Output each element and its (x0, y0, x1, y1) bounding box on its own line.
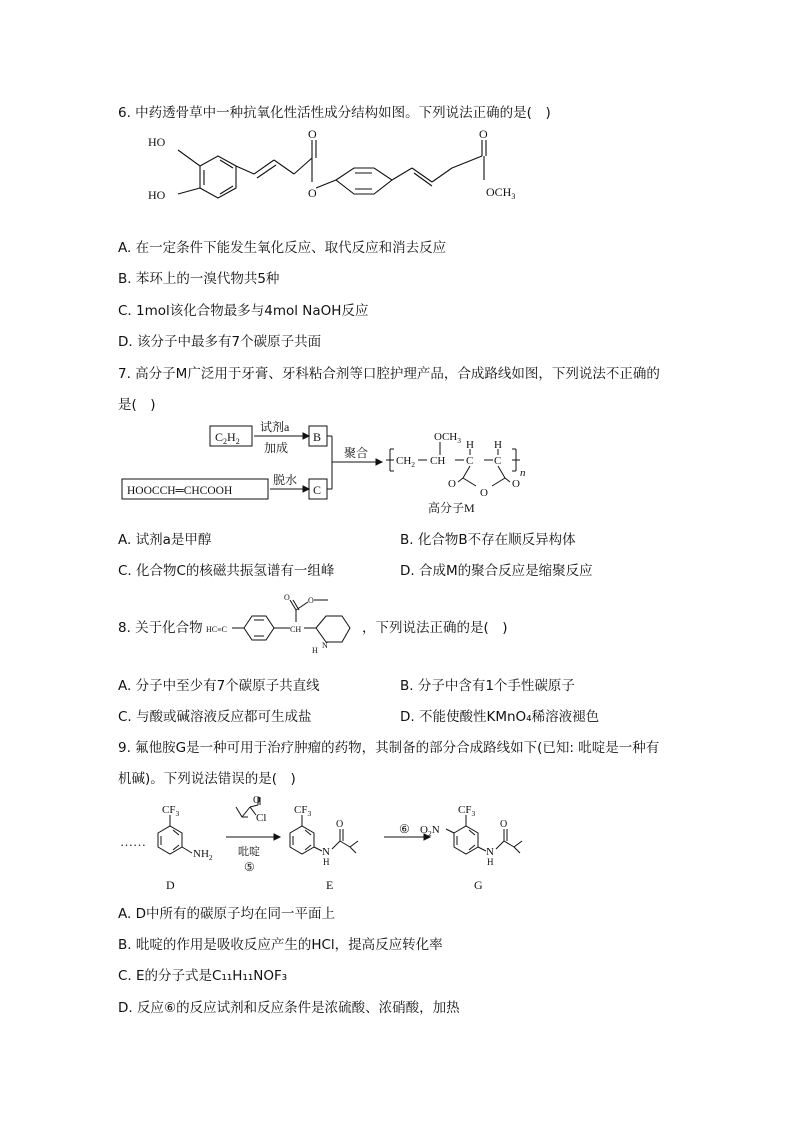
q6-o-ketone2: O (479, 127, 488, 141)
q8-option-d: D. 不能使酸性KMnO₄稀溶液褪色 (400, 709, 600, 725)
q9-option-a: A. D中所有的碳原子均在同一平面上 (118, 906, 335, 922)
q7-o-left: O (448, 478, 456, 490)
q9-stem-line2: 机碱)。下列说法错误的是( ) (118, 771, 296, 787)
q7-option-c: C. 化合物C的核磁共振氢谱有一组峰 (118, 563, 335, 579)
q8-o-carbonyl: O (284, 593, 290, 602)
q6-option-a: A. 在一定条件下能发生氧化反应、取代反应和消去反应 (118, 240, 447, 256)
q9-e-o: O (336, 819, 344, 830)
q9-e-cf3: $CF_3$ (294, 804, 312, 818)
q8-stem-post: ，下列说法正确的是( ) (362, 620, 508, 636)
q8-hcc: HC≡C (206, 625, 227, 634)
q9-e-n: N (322, 846, 330, 858)
q9-reagent-o: O (253, 795, 261, 806)
q7-c1: C (466, 455, 474, 467)
q9-option-b: B. 吡啶的作用是吸收反应产生的HCl，提高反应转化率 (118, 937, 443, 953)
q9-option-d: D. 反应⑥的反应试剂和反应条件是浓硫酸、浓硝酸，加热 (118, 1000, 460, 1016)
q8-o-ester: O (308, 596, 314, 605)
q6-och3: $OCH_3$ (486, 185, 516, 201)
q7-scheme (118, 418, 548, 518)
q7-dehydrate-label: 脱水 (273, 473, 298, 487)
q8-structure (206, 590, 366, 658)
q7-c2: C (494, 455, 502, 467)
q7-reagent-label: 试剂a (260, 420, 290, 434)
q6-option-b: B. 苯环上的一溴代物共5种 (118, 271, 280, 287)
q7-och3: $OCH_3$ (434, 431, 461, 445)
q9-label-d: D (166, 878, 175, 892)
q7-compound-c: C (313, 483, 322, 497)
q8-option-c: C. 与酸或碱溶液反应都可生成盐 (118, 709, 312, 725)
q6-o-ester: O (308, 186, 317, 200)
q7-o-right: O (512, 478, 520, 490)
q9-g-cf3: $CF_3$ (458, 804, 476, 818)
q6-structure (140, 128, 540, 223)
q9-scheme (118, 795, 548, 897)
q7-compound-b: B (313, 430, 322, 444)
q8-h: H (312, 646, 318, 655)
q8-stem-pre: 8. 关于化合物 (118, 620, 203, 636)
q6-stem: 6. 中药透骨草中一种抗氧化性活性成分结构如图。下列说法正确的是( ) (118, 105, 551, 121)
q8-option-b: B. 分子中含有1个手性碳原子 (400, 678, 575, 694)
q9-reagent-cl: Cl (256, 812, 267, 824)
q7-polymer-label: 高分子M (428, 501, 475, 515)
q7-option-a: A. 试剂a是甲醇 (118, 532, 212, 548)
q9-pyridine-label: 吡啶 (238, 846, 260, 858)
q7-polymerize-label: 聚合 (344, 446, 369, 460)
q7-option-d: D. 合成M的聚合反应是缩聚反应 (400, 563, 593, 579)
q9-step6: ⑥ (399, 822, 410, 836)
q8-ch: CH (290, 625, 302, 634)
q9-g-o2n: $O_2N$ (420, 824, 440, 838)
q6-option-d: D. 该分子中最多有7个碳原子共面 (118, 334, 322, 350)
q7-h2: H (494, 439, 502, 451)
q9-d-cf3: $CF_3$ (162, 804, 180, 818)
q7-h1: H (466, 439, 474, 451)
q7-addition-label: 加成 (264, 441, 289, 455)
q9-step5: ⑤ (244, 860, 255, 874)
q9-dots: …… (120, 834, 146, 849)
q9-label-e: E (326, 878, 334, 892)
q7-c2h2: $C_2H_2$ (215, 430, 240, 446)
q8-n: N (322, 641, 328, 650)
q9-g-h: H (487, 857, 494, 867)
q7-acid: HOOCCH═CHCOOH (127, 485, 233, 497)
q6-ho-top: HO (148, 135, 166, 149)
q6-ho-bottom: HO (148, 188, 166, 202)
q9-stem-line1: 9. 氟他胺G是一种可用于治疗肿瘤的药物，其制备的部分合成路线如下(已知: 吡啶是一种有 (118, 740, 660, 756)
q8-option-a: A. 分子中至少有7个碳原子共直线 (118, 678, 320, 694)
q7-option-b: B. 化合物B不存在顺反异构体 (400, 532, 576, 548)
q7-stem-line2: 是( ) (118, 397, 156, 413)
q7-n-subscript: n (520, 467, 526, 479)
q9-d-nh2: $NH_2$ (193, 848, 213, 862)
q6-option-c: C. 1mol该化合物最多与4mol NaOH反应 (118, 303, 369, 319)
q7-stem-line1: 7. 高分子M广泛用于牙膏、牙科粘合剂等口腔护理产品，合成路线如图，下列说法不正确的 (118, 366, 660, 382)
q9-g-n: N (486, 846, 494, 858)
q7-ch2: $CH_2$ (396, 455, 416, 469)
q9-option-c: C. E的分子式是C₁₁H₁₁NOF₃ (118, 968, 288, 984)
q7-ch: CH (430, 455, 446, 467)
q9-label-g: G (474, 878, 483, 892)
q6-o-ketone: O (308, 127, 317, 141)
q9-e-h: H (323, 857, 330, 867)
q7-o-ring: O (480, 487, 488, 499)
q9-g-o: O (500, 819, 508, 830)
